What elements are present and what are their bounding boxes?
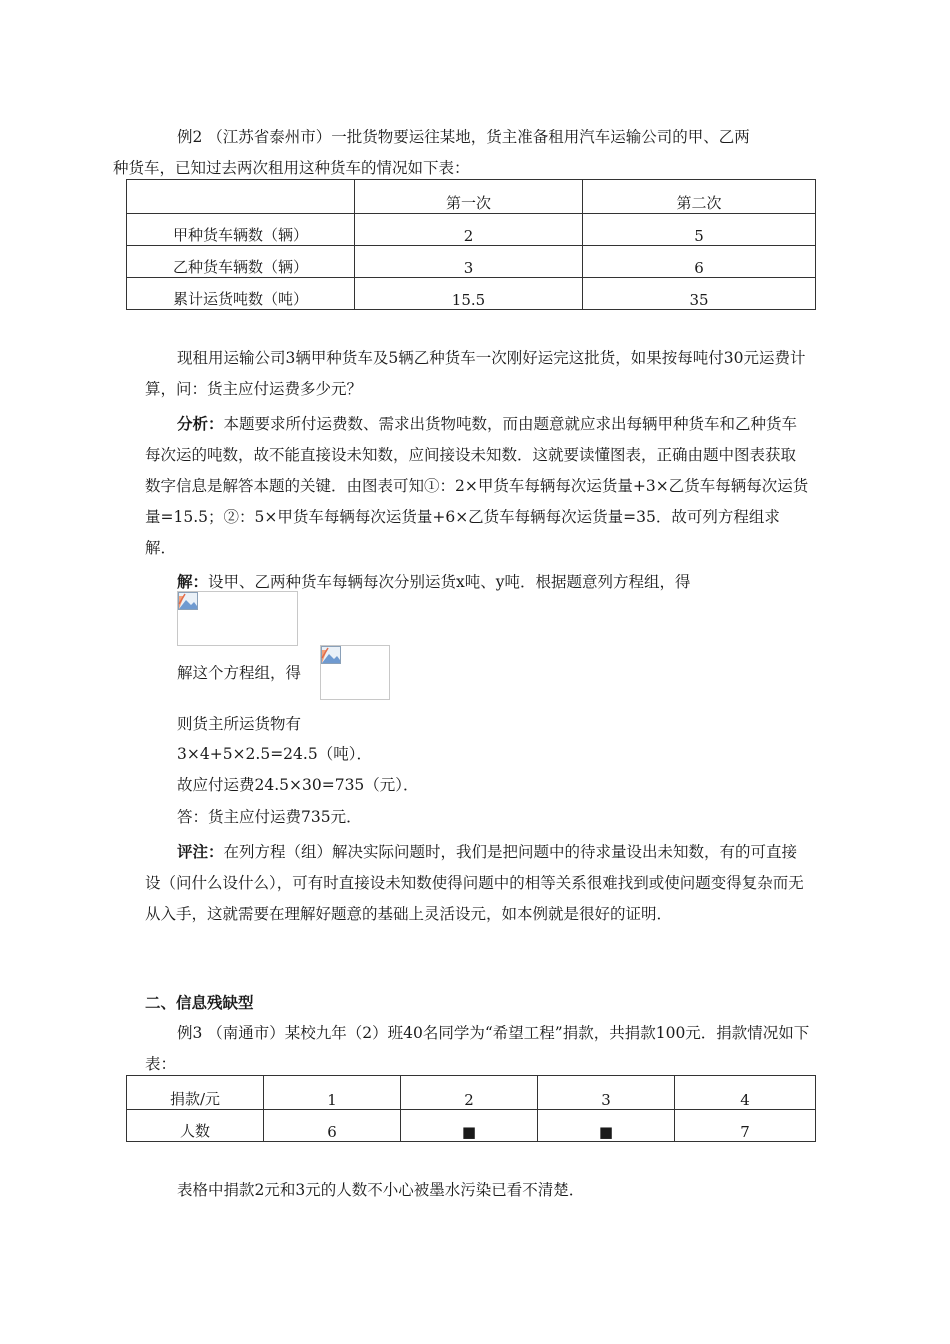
solution-result-image [320,645,390,700]
analysis-text: 本题要求所付运费数、需求出货物吨数，而由题意就应求出每辆甲种货车和乙种货车每次运的吨数，故不能直接设未知数，应间接设未知数．这就要读懂图表，正确由题中图表获取数字信息是解答本题的关键．由图表可知①：2×甲货车每辆每次运货量+3×乙货车每辆每次运货量=15.5；②：5×甲货车每辆每次运货量+6×乙货车每辆每次运货量=35．故可列方程组求解． [145,415,809,557]
table-cell: 6 [583,246,816,278]
ex2-intro [113,122,810,184]
table-row [127,1110,816,1142]
ex2-analysis [145,408,810,564]
table-cell: 累计运货吨数（吨） [127,278,355,310]
answer: 答：货主应付运费735元． [177,808,362,826]
table-header-row [127,180,816,214]
table-cell: 3 [355,246,583,278]
solution-label: 解： [177,572,209,591]
ex2-comment [145,836,810,930]
table-header-cell: 第一次 [355,180,583,214]
broken-image-icon [321,646,341,664]
table-row [127,278,816,310]
table-header-cell: 第二次 [583,180,816,214]
donation-table [126,1075,816,1142]
table-cell: 甲种货车辆数（辆） [127,214,355,246]
table-cell: 捐款/元 [127,1076,264,1110]
table-cell: 乙种货车辆数（辆） [127,246,355,278]
table-cell: 3 [538,1076,675,1110]
table-cell: 4 [675,1076,816,1110]
table-row [127,214,816,246]
ink-stained-cell: ■ [538,1110,675,1142]
section-title: 二、信息残缺型 [145,993,254,1012]
step-1: 则货主所运货物有 [177,715,302,733]
freight-table [126,179,816,310]
table-header-cell [127,180,355,214]
table-cell: 2 [401,1076,538,1110]
analysis-label: 分析： [177,414,224,433]
solve-line: 解这个方程组，得 [177,664,302,682]
ex3-note: 表格中捐款2元和3元的人数不小心被墨水污染已看不清楚． [177,1181,585,1199]
table-cell: 15.5 [355,278,583,310]
ex3-intro: 例3 （南通市）某校九年（2）班40名同学为“希望工程”捐款，共捐款100元．捐款情况如下表： [145,1024,810,1073]
ex2-question: 现租用运输公司3辆甲种货车及5辆乙种货车一次刚好运完这批货，如果按每吨付30元运费计算，问：货主应付运费多少元？ [145,349,806,398]
table-cell: 1 [264,1076,401,1110]
equation-system-image [177,591,298,646]
table-cell: 35 [583,278,816,310]
ex2-intro-line1: 例2 （江苏省泰州市）一批货物要运往某地，货主准备租用汽车运输公司的甲、乙两 [177,128,750,146]
table-row [127,246,816,278]
ex2-intro-line2: 种货车，已知过去两次租用这种货车的情况如下表： [113,159,470,177]
comment-label: 评注： [177,842,224,861]
table-cell: 人数 [127,1110,264,1142]
table-cell: 5 [583,214,816,246]
ink-stained-cell: ■ [401,1110,538,1142]
table-cell: 7 [675,1110,816,1142]
table-cell: 6 [264,1110,401,1142]
step-2: 3×4+5×2.5=24.5（吨）． [177,745,372,763]
table-cell: 2 [355,214,583,246]
solution-text: 设甲、乙两种货车每辆每次分别运货x吨、y吨．根据题意列方程组，得 [208,573,691,591]
broken-image-icon [178,592,198,610]
table-row [127,1076,816,1110]
comment-text: 在列方程（组）解决实际问题时，我们是把问题中的待求量设出未知数，有的可直接设（问什么设什么），可有时直接设未知数使得问题中的相等关系很难找到或使问题变得复杂而无从入手，这就需要在理解好题意的基础上灵活设元，如本例就是很好的证明． [145,843,804,923]
step-3: 故应付运费24.5×30=735（元）． [177,776,419,794]
